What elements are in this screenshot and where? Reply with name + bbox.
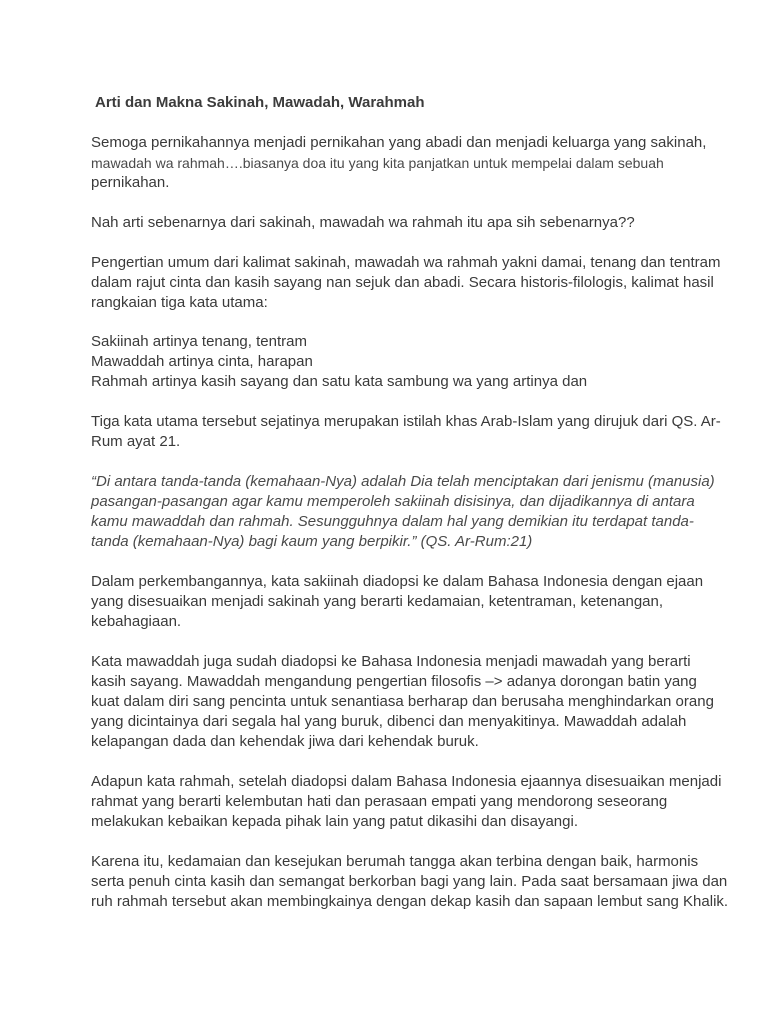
paragraph-line: kasih sayang. Mawaddah mengandung pengertian filosofis –> adanya dorongan batin yang: [91, 673, 697, 690]
term-item-mawaddah: Mawaddah artinya cinta, harapan: [91, 353, 313, 370]
term-item-rahmah: Rahmah artinya kasih sayang dan satu kata sambung wa yang artinya dan: [91, 373, 588, 390]
paragraph-conclusion: [91, 852, 729, 912]
paragraph-line: Dalam perkembangannya, kata sakiinah diadopsi ke dalam Bahasa Indonesia dengan ejaan: [91, 573, 704, 590]
paragraph-line: Karena itu, kedamaian dan kesejukan berumah tangga akan terbina dengan baik, harmonis: [91, 853, 699, 870]
paragraph-line: serta penuh cinta kasih dan semangat berkorban bagi yang lain. Pada saat bersamaan jiwa dan: [91, 873, 728, 890]
paragraph-line: Pengertian umum dari kalimat sakinah, mawadah wa rahmah yakni damai, tenang dan tentram: [91, 254, 721, 271]
paragraph-line: yang disesuaikan menjadi sakinah yang berarti kedamaian, ketentraman, ketenangan,: [91, 593, 664, 610]
paragraph-line: Adapun kata rahmah, setelah diadopsi dalam Bahasa Indonesia ejaannya disesuaikan menjadi: [91, 773, 722, 790]
paragraph-line: ruh rahmah tersebut akan membingkainya dengan dekap kasih dan sapaan lembut sang Khalik.: [91, 893, 729, 910]
paragraph-line: pernikahan.: [91, 174, 170, 191]
paragraph-origin: [91, 412, 721, 452]
paragraph-line: Rum ayat 21.: [91, 433, 181, 450]
paragraph-line: yang dicintainya dari segala hal yang buruk, dibenci dan menyakitinya. Mawaddah adalah: [91, 713, 687, 730]
paragraph-line: kelapangan dada dan kehendak jiwa dari kehendak buruk.: [91, 733, 479, 750]
paragraph-line: Kata mawaddah juga sudah diadopsi ke Bahasa Indonesia menjadi mawadah yang berarti: [91, 653, 691, 670]
quote-line: kamu mawaddah dan rahmah. Sesungguhnya dalam hal yang demikian itu terdapat tanda-: [91, 513, 694, 530]
paragraph-line: rangkaian tiga kata utama:: [91, 294, 268, 311]
paragraph-line: melakukan kebaikan kepada pihak lain yang patut dikasihi dan disayangi.: [91, 813, 578, 830]
paragraph-rahmah: [91, 772, 722, 832]
paragraph-line: dalam rajut cinta dan kasih sayang nan sejuk dan abadi. Secara historis-filologis, kalimat hasil: [91, 274, 714, 291]
quote-line: tanda (kemahaan-Nya) bagi kaum yang berpikir.” (QS. Ar-Rum:21): [91, 533, 533, 550]
quote-line: pasangan-pasangan agar kamu memperoleh sakiinah disisinya, dan dijadikannya di antara: [91, 493, 695, 510]
quote-line: “Di antara tanda-tanda (kemahaan-Nya) adalah Dia telah menciptakan dari jenismu (manusia): [91, 473, 715, 490]
paragraph-question: [91, 213, 691, 233]
paragraph-sakinah: [91, 572, 704, 632]
paragraph-line: kebahagiaan.: [91, 613, 182, 630]
document-title: Arti dan Makna Sakinah, Mawadah, Warahmah: [95, 94, 425, 111]
paragraph-line: mawadah wa rahmah….biasanya doa itu yang kita panjatkan untuk mempelai dalam sebuah: [91, 155, 664, 171]
paragraph-line: Semoga pernikahannya menjadi pernikahan yang abadi dan menjadi keluarga yang sakinah,: [91, 134, 707, 151]
paragraph-mawadah: [91, 652, 714, 752]
term-item-sakiinah: Sakiinah artinya tenang, tentram: [91, 333, 307, 350]
paragraph-definition: [91, 253, 721, 313]
paragraph-line: rahmat yang berarti kelembutan hati dan perasaan empati yang mendorong seseorang: [91, 793, 668, 810]
paragraph-line: Tiga kata utama tersebut sejatinya merupakan istilah khas Arab-Islam yang dirujuk dari QS. Ar-: [91, 413, 721, 430]
quran-quote: [91, 472, 715, 552]
term-list: [91, 332, 691, 392]
paragraph-line: Nah arti sebenarnya dari sakinah, mawadah wa rahmah itu apa sih sebenarnya??: [91, 214, 635, 231]
paragraph-line: kuat dalam diri sang pencinta untuk senantiasa berharap dan berusaha menghindarkan orang: [91, 693, 714, 710]
paragraph-intro: [91, 133, 707, 193]
